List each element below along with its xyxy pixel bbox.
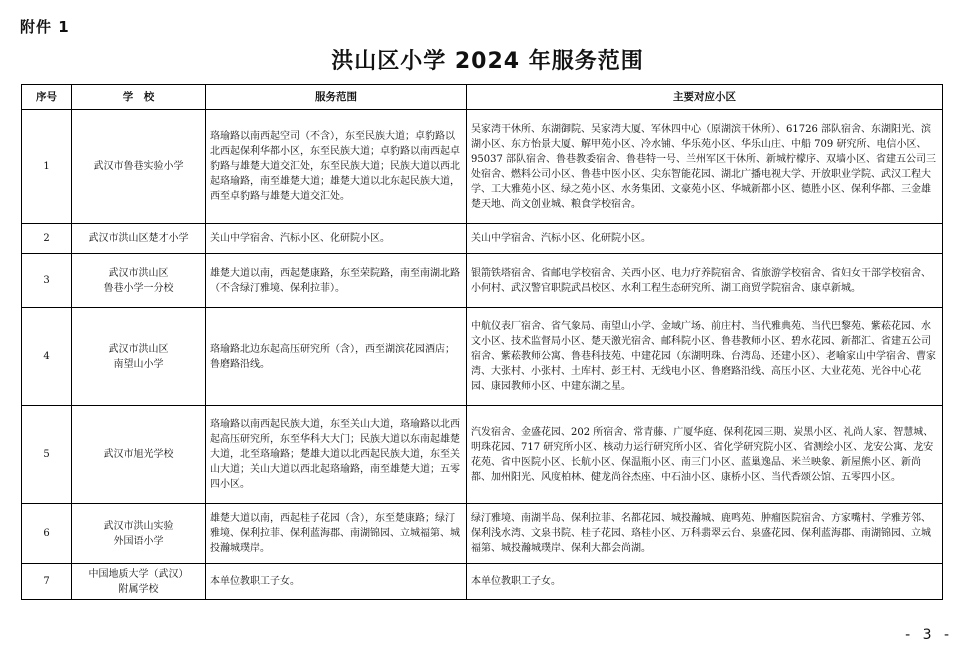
row-school: 武汉市洪山实验 外国语小学 (72, 504, 206, 564)
row-area: 银箭铁塔宿舍、省邮电学校宿舍、关西小区、电力疗养院宿舍、省旅游学校宿舍、省妇女干部学校宿舍、小何村、武汉警官职院武昌校区、水利工程生态研究所、湖工商贸学院宿舍、康卓新城。 (467, 254, 943, 308)
table-row (22, 504, 943, 564)
row-area: 关山中学宿舍、汽标小区、化研院小区。 (467, 224, 943, 254)
page-number: - 3 - (905, 627, 953, 643)
header-range: 服务范围 (206, 85, 467, 110)
table-header-row (22, 85, 943, 110)
header-school: 学 校 (72, 85, 206, 110)
row-area: 中航仪表厂宿舍、省气象局、南望山小学、金域广场、前庄村、当代雅典苑、当代巴黎苑、紫菘花园、水文小区、技术监督局小区、楚天激光宿舍、邮科院小区、鲁巷教师小区、碧水花园、新都汇、省建五公司宿舍、紫菘教师公寓、鲁巷科技苑、中建花园（东湖明珠、台湾岛、还建小区）、老喻家山中学宿舍、曹家湾、大张村、小张村、土库村、彭王村、无线电小区、鲁磨路沿线、高压小区、大业花苑、光谷中心花园、康园教师小区、中建东湖之星。 (467, 308, 943, 406)
row-area: 汽发宿舍、金盛花园、202 所宿舍、常青藤、广厦华庭、保利花园三期、炭黑小区、礼尚人家、智慧城、明珠花园、717 研究所小区、核动力运行研究所小区、省化学研究院小区、省测绘小区、龙安公寓、龙安花苑、省中医院小区、长航小区、保温瓶小区、南三门小区、蓝巢逸品、米兰映象、新屋熊小区、新尚都、加州阳光、风度柏林、健龙尚谷杰座、中石油小区、康桥小区、当代香颂公馆、五零四小区。 (467, 406, 943, 504)
row-range: 珞瑜路以南西起空司（不含），东至民族大道；卓豹路以北西起保利华都小区，东至民族大道；卓豹路以南西起卓豹路与雄楚大道交汇处，东至民族大道；民族大道以西北起珞瑜路，南至雄楚大道；雄楚大道以北东起民族大道，西至卓豹路与雄楚大道交汇处。 (206, 110, 467, 224)
row-range: 珞瑜路北边东起高压研究所（含），西至湖滨花园酒店；鲁磨路沿线。 (206, 308, 467, 406)
row-no: 3 (22, 254, 72, 308)
row-range: 本单位教职工子女。 (206, 564, 467, 600)
page-title: 洪山区小学 2024 年服务范围 (331, 49, 644, 74)
table-row (22, 406, 943, 504)
row-no: 7 (22, 564, 72, 600)
table-row (22, 308, 943, 406)
row-school: 武汉市鲁巷实验小学 (72, 110, 206, 224)
row-no: 5 (22, 406, 72, 504)
row-school: 武汉市洪山区楚才小学 (72, 224, 206, 254)
table-row (22, 224, 943, 254)
header-no: 序号 (22, 85, 72, 110)
service-range-table (21, 84, 943, 600)
row-range: 关山中学宿舍、汽标小区、化研院小区。 (206, 224, 467, 254)
table-row (22, 564, 943, 600)
row-no: 2 (22, 224, 72, 254)
row-school: 武汉市洪山区 南望山小学 (72, 308, 206, 406)
header-area: 主要对应小区 (467, 85, 943, 110)
attachment-label: 附件 1 (20, 18, 70, 36)
row-school: 武汉市洪山区 鲁巷小学一分校 (72, 254, 206, 308)
row-school: 武汉市旭光学校 (72, 406, 206, 504)
row-area: 本单位教职工子女。 (467, 564, 943, 600)
row-range: 雄楚大道以南，西起桂子花园（含），东至楚康路；绿汀雅境、保利拉菲、保利蓝海郡、南湖锦园、立城福第、城投瀚城璞岸。 (206, 504, 467, 564)
table-row (22, 254, 943, 308)
row-range: 珞瑜路以南西起民族大道，东至关山大道，珞瑜路以北西起高压研究所，东至华科大大门；民族大道以东南起雄楚大道，北至珞瑜路；楚雄大道以北西起民族大道，东至关山大道；关山大道以西北起珞瑜路，南至雄楚大道；五零四小区。 (206, 406, 467, 504)
row-area: 绿汀雅境、南湖半岛、保利拉菲、名都花园、城投瀚城、鹿鸣苑、肿瘤医院宿舍、方家嘴村、学雅芳邻、保利浅水湾、文泉书院、桂子花园、珞桂小区、万科翡翠云台、泉盛花园、保利蓝海郡、南湖锦园、立城福第、城投瀚城璞岸、保利大都会尚湖。 (467, 504, 943, 564)
row-range: 雄楚大道以南，西起楚康路，东至荣院路，南至南湖北路（不含绿汀雅境、保利拉菲）。 (206, 254, 467, 308)
row-no: 1 (22, 110, 72, 224)
row-no: 4 (22, 308, 72, 406)
table-row (22, 110, 943, 224)
row-school: 中国地质大学（武汉） 附属学校 (72, 564, 206, 600)
row-area: 吴家湾干休所、东湖御院、吴家湾大厦、军休四中心（原湖滨干休所）、61726 部队宿舍、东湖阳光、滨湖小区、东方怡景大厦、解甲苑小区、冷水铺、华乐苑小区、华乐山庄、中船 709 研究所、电信小区、95037 部队宿舍、鲁巷教委宿舍、鲁巷特一号、兰州军区干休所、新城柠檬序、双墙小区、省建五公司三处宿舍、燃料公司小区、鲁巷中医小区、尖东智能花园、湖北广播电视大学、开放职业学院、武汉工程大学、工大雅苑小区、绿之苑小区、水务集团、文豪苑小区、华城新都小区、德胜小区、保利华都、三金雄楚天地、尚文创业城、粮食学校宿舍。 (467, 110, 943, 224)
row-no: 6 (22, 504, 72, 564)
